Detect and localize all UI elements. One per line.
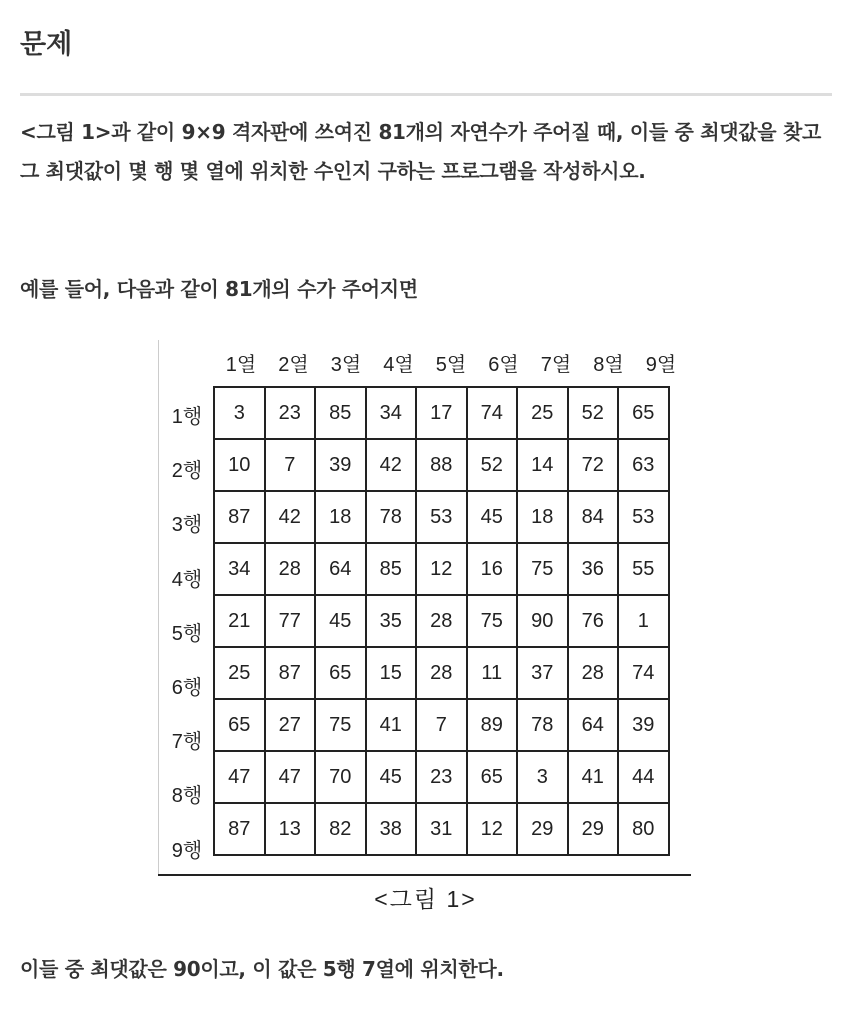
grid-cell: 85 (366, 543, 417, 595)
grid-cell: 75 (467, 595, 518, 647)
grid-cell: 12 (416, 543, 467, 595)
grid-cell: 64 (315, 543, 366, 595)
number-grid (213, 386, 670, 856)
grid-cell: 10 (214, 439, 265, 491)
grid-cell: 39 (315, 439, 366, 491)
grid-cell: 78 (517, 699, 568, 751)
row-header: 9행 (171, 839, 203, 862)
grid-cell: 15 (366, 647, 417, 699)
grid-cell: 90 (517, 595, 568, 647)
grid-cell: 28 (568, 647, 619, 699)
grid-cell: 25 (517, 387, 568, 439)
grid-cell: 84 (568, 491, 619, 543)
grid-cell: 16 (467, 543, 518, 595)
grid-cell: 11 (467, 647, 518, 699)
grid-cell: 17 (416, 387, 467, 439)
grid-cell: 28 (265, 543, 316, 595)
grid-cell: 80 (618, 803, 669, 855)
grid-cell: 65 (467, 751, 518, 803)
row-header: 1행 (171, 406, 203, 428)
grid-cell: 74 (467, 387, 518, 439)
row-header: 2행 (171, 460, 203, 483)
grid-cell: 41 (568, 751, 619, 803)
column-header: 8열 (593, 354, 624, 376)
grid-cell: 42 (265, 491, 316, 543)
grid-cell: 39 (618, 699, 669, 751)
grid-cell: 75 (315, 699, 366, 751)
grid-cell: 28 (416, 595, 467, 647)
grid-cell: 74 (618, 647, 669, 699)
grid-cell: 87 (265, 647, 316, 699)
grid-cell: 7 (265, 439, 316, 491)
grid-row (214, 699, 669, 751)
grid-cell: 38 (366, 803, 417, 855)
figure-grid (158, 336, 693, 916)
grid-cell: 31 (416, 803, 467, 855)
grid-cell: 28 (416, 647, 467, 699)
grid-cell: 21 (214, 595, 265, 647)
grid-cell: 1 (618, 595, 669, 647)
row-header: 3행 (171, 514, 203, 537)
grid-cell: 55 (618, 543, 669, 595)
grid-row (214, 595, 669, 647)
grid-cell: 29 (517, 803, 568, 855)
figure-caption: <그림 1> (374, 886, 477, 912)
grid-cell: 25 (214, 647, 265, 699)
grid-cell: 35 (366, 595, 417, 647)
problem-description: <그림 1>과 같이 9×9 격자판에 쓰여진 81개의 자연수가 주어질 때, 이들 중 최댓값을 찾고 그 최댓값이 몇 행 몇 열에 위치한 수인지 구하는 프로그램을 작성하시오. (20, 120, 821, 183)
grid-cell: 37 (517, 647, 568, 699)
column-header: 2열 (278, 354, 309, 376)
grid-cell: 45 (366, 751, 417, 803)
grid-cell: 3 (214, 387, 265, 439)
grid-row (214, 543, 669, 595)
grid-cell: 63 (618, 439, 669, 491)
grid-row (214, 803, 669, 855)
grid-cell: 45 (467, 491, 518, 543)
example-result: 이들 중 최댓값은 90이고, 이 값은 5행 7열에 위치한다. (20, 957, 504, 981)
grid-cell: 13 (265, 803, 316, 855)
grid-cell: 12 (467, 803, 518, 855)
grid-cell: 82 (315, 803, 366, 855)
grid-cell: 53 (416, 491, 467, 543)
grid-cell: 42 (366, 439, 417, 491)
grid-cell: 14 (517, 439, 568, 491)
column-header: 5열 (435, 354, 467, 376)
column-header: 6열 (488, 354, 519, 376)
section-title: 문제 (20, 29, 73, 60)
grid-cell: 27 (265, 699, 316, 751)
grid-cell: 23 (265, 387, 316, 439)
grid-cell: 89 (467, 699, 518, 751)
grid-cell: 75 (517, 543, 568, 595)
column-header: 3열 (330, 354, 362, 376)
grid-row (214, 647, 669, 699)
row-header: 7행 (171, 731, 203, 754)
grid-row (214, 751, 669, 803)
grid-cell: 85 (315, 387, 366, 439)
divider (20, 93, 832, 96)
grid-cell: 23 (416, 751, 467, 803)
grid-cell: 53 (618, 491, 669, 543)
grid-cell: 34 (214, 543, 265, 595)
row-header: 4행 (171, 568, 203, 591)
grid-cell: 18 (315, 491, 366, 543)
grid-cell: 41 (366, 699, 417, 751)
grid-cell: 87 (214, 803, 265, 855)
column-header: 4열 (383, 354, 414, 376)
grid-cell: 64 (568, 699, 619, 751)
grid-cell: 18 (517, 491, 568, 543)
grid-cell: 65 (214, 699, 265, 751)
grid-cell: 7 (416, 699, 467, 751)
grid-cell: 87 (214, 491, 265, 543)
grid-cell: 52 (467, 439, 518, 491)
grid-cell: 76 (568, 595, 619, 647)
grid-cell: 72 (568, 439, 619, 491)
grid-cell: 65 (618, 387, 669, 439)
grid-row (214, 387, 669, 439)
example-intro: 예를 들어, 다음과 같이 81개의 수가 주어지면 (20, 277, 418, 301)
grid-cell: 34 (366, 387, 417, 439)
grid-cell: 52 (568, 387, 619, 439)
row-header: 5행 (171, 622, 203, 645)
grid-cell: 3 (517, 751, 568, 803)
grid-cell: 77 (265, 595, 316, 647)
grid-cell: 88 (416, 439, 467, 491)
column-header: 1열 (225, 354, 257, 376)
grid-cell: 78 (366, 491, 417, 543)
column-header: 9열 (645, 354, 677, 376)
figure-bottom-border (158, 874, 691, 876)
grid-row (214, 439, 669, 491)
row-header: 8행 (171, 785, 203, 808)
row-header: 6행 (171, 677, 203, 699)
column-header: 7열 (540, 354, 572, 376)
grid-cell: 45 (315, 595, 366, 647)
grid-cell: 65 (315, 647, 366, 699)
grid-cell: 47 (214, 751, 265, 803)
grid-cell: 44 (618, 751, 669, 803)
figure-left-border (158, 340, 159, 876)
grid-cell: 36 (568, 543, 619, 595)
grid-cell: 70 (315, 751, 366, 803)
grid-cell: 29 (568, 803, 619, 855)
grid-cell: 47 (265, 751, 316, 803)
grid-row (214, 491, 669, 543)
